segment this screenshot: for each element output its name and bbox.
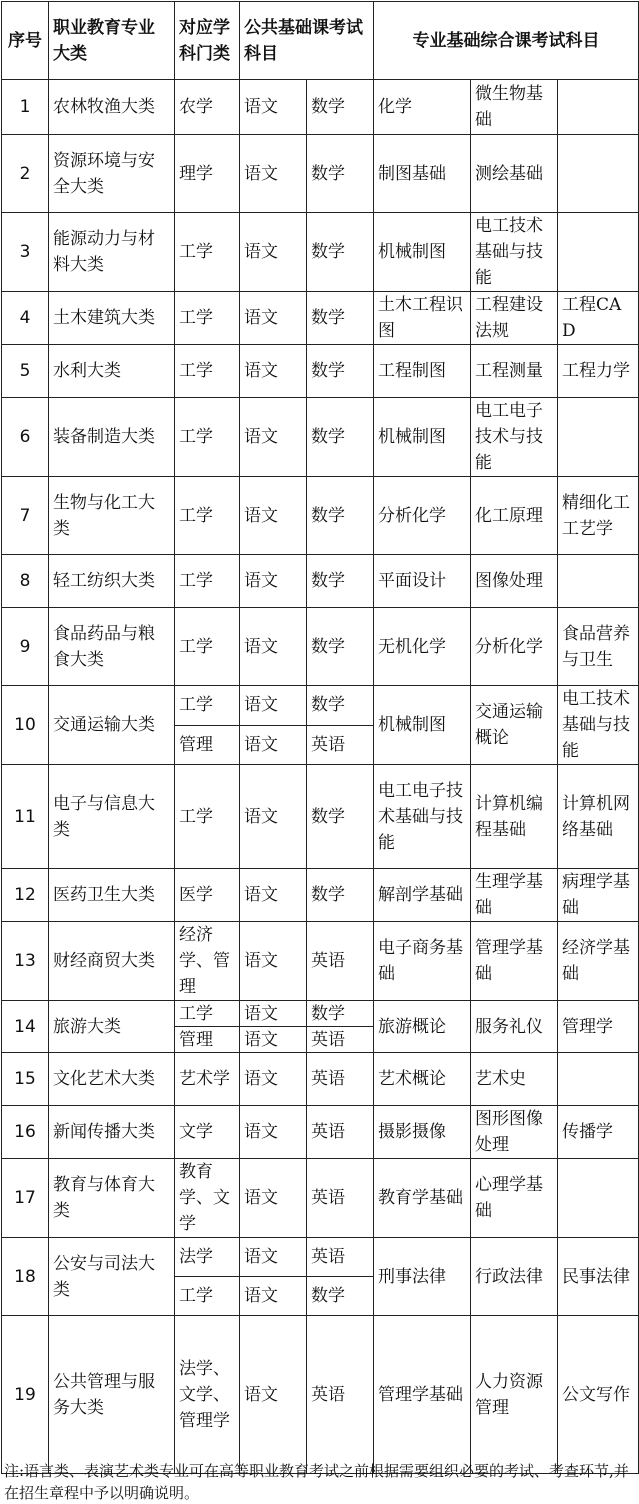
major-category: 文化艺术大类 [49, 1053, 175, 1106]
row-number: 5 [2, 345, 49, 398]
professional-subject-2: 图形图像处理 [471, 1106, 558, 1159]
public-subject-1: 语文 [240, 1159, 307, 1238]
discipline: 理学 [175, 135, 240, 213]
public-subject-2: 英语 [307, 1106, 374, 1159]
discipline: 经济学、管理 [175, 922, 240, 1001]
row-number: 10 [2, 686, 49, 765]
discipline: 工学 [175, 1001, 240, 1027]
major-category: 教育与体育大类 [49, 1159, 175, 1238]
professional-subject-2: 微生物基础 [471, 80, 558, 135]
professional-subject-2: 人力资源管理 [471, 1316, 558, 1474]
professional-subject-1: 平面设计 [374, 555, 471, 608]
professional-subject-3: 电工技术基础与技能 [558, 686, 639, 765]
professional-subject-3 [558, 80, 639, 135]
major-category: 公安与司法大类 [49, 1238, 175, 1316]
professional-subject-2: 心理学基础 [471, 1159, 558, 1238]
discipline: 农学 [175, 80, 240, 135]
professional-subject-3: 食品营养与卫生 [558, 608, 639, 686]
row-number: 13 [2, 922, 49, 1001]
public-subject-1: 语文 [240, 1277, 307, 1316]
row-number: 2 [2, 135, 49, 213]
public-subject-2: 英语 [307, 1027, 374, 1053]
major-category: 生物与化工大类 [49, 477, 175, 555]
header-major: 职业教育专业大类 [49, 2, 175, 80]
public-subject-2: 数学 [307, 1277, 374, 1316]
public-subject-1: 语文 [240, 922, 307, 1001]
footnote: 注:语言类、表演艺术类专业可在高等职业教育考试之前根据需要组织必要的考试、考查环节,并在招生章程中予以明确说明。 [4, 1462, 629, 1502]
professional-subject-1: 工程制图 [374, 345, 471, 398]
major-category: 公共管理与服务大类 [49, 1316, 175, 1474]
public-subject-1: 语文 [240, 1106, 307, 1159]
professional-subject-3 [558, 555, 639, 608]
public-subject-2: 英语 [307, 1238, 374, 1277]
header-discipline: 对应学科门类 [175, 2, 240, 80]
professional-subject-1: 机械制图 [374, 213, 471, 292]
professional-subject-3: 计算机网络基础 [558, 765, 639, 869]
major-category: 轻工纺织大类 [49, 555, 175, 608]
professional-subject-3: 经济学基础 [558, 922, 639, 1001]
row-number: 16 [2, 1106, 49, 1159]
public-subject-1: 语文 [240, 555, 307, 608]
professional-subject-2: 图像处理 [471, 555, 558, 608]
professional-subject-1: 摄影摄像 [374, 1106, 471, 1159]
row-number: 12 [2, 869, 49, 922]
professional-subject-1: 管理学基础 [374, 1316, 471, 1474]
public-subject-1: 语文 [240, 765, 307, 869]
professional-subject-1: 无机化学 [374, 608, 471, 686]
major-category: 食品药品与粮食大类 [49, 608, 175, 686]
public-subject-2: 数学 [307, 686, 374, 726]
discipline: 管理 [175, 725, 240, 765]
discipline: 工学 [175, 345, 240, 398]
public-subject-1: 语文 [240, 292, 307, 345]
professional-subject-1: 艺术概论 [374, 1053, 471, 1106]
professional-subject-2: 分析化学 [471, 608, 558, 686]
public-subject-2: 数学 [307, 869, 374, 922]
professional-subject-1: 电子商务基础 [374, 922, 471, 1001]
professional-subject-2: 行政法律 [471, 1238, 558, 1316]
professional-subject-2: 交通运输概论 [471, 686, 558, 765]
public-subject-2: 英语 [307, 922, 374, 1001]
public-subject-1: 语文 [240, 1001, 307, 1027]
major-category: 资源环境与安全大类 [49, 135, 175, 213]
professional-subject-3: 传播学 [558, 1106, 639, 1159]
major-category: 农林牧渔大类 [49, 80, 175, 135]
discipline: 法学、文学、管理学 [175, 1316, 240, 1474]
professional-subject-1: 刑事法律 [374, 1238, 471, 1316]
professional-subject-3: 精细化工工艺学 [558, 477, 639, 555]
public-subject-1: 语文 [240, 1053, 307, 1106]
discipline: 管理 [175, 1027, 240, 1053]
public-subject-2: 数学 [307, 213, 374, 292]
public-subject-1: 语文 [240, 608, 307, 686]
professional-subject-3 [558, 135, 639, 213]
discipline: 工学 [175, 1277, 240, 1316]
public-subject-1: 语文 [240, 869, 307, 922]
public-subject-2: 数学 [307, 477, 374, 555]
table-row [2, 1053, 639, 1106]
row-number: 4 [2, 292, 49, 345]
public-subject-2: 数学 [307, 135, 374, 213]
professional-subject-2: 化工原理 [471, 477, 558, 555]
header-no: 序号 [2, 2, 49, 80]
public-subject-1: 语文 [240, 725, 307, 765]
table-row [2, 765, 639, 869]
header-row [2, 2, 639, 80]
table-row [2, 345, 639, 398]
row-number: 7 [2, 477, 49, 555]
professional-subject-3: 公文写作 [558, 1316, 639, 1474]
discipline: 法学 [175, 1238, 240, 1277]
professional-subject-2: 电工电子技术与技能 [471, 398, 558, 477]
major-category: 财经商贸大类 [49, 922, 175, 1001]
public-subject-2: 数学 [307, 345, 374, 398]
row-number: 8 [2, 555, 49, 608]
row-number: 15 [2, 1053, 49, 1106]
major-category: 新闻传播大类 [49, 1106, 175, 1159]
table-row [2, 869, 639, 922]
professional-subject-2: 服务礼仪 [471, 1001, 558, 1053]
table-row [2, 135, 639, 213]
professional-subject-1: 旅游概论 [374, 1001, 471, 1053]
professional-subject-1: 分析化学 [374, 477, 471, 555]
exam-subjects-table [1, 1, 639, 1474]
row-number: 9 [2, 608, 49, 686]
discipline: 工学 [175, 765, 240, 869]
public-subject-2: 数学 [307, 398, 374, 477]
table-row [2, 292, 639, 345]
public-subject-1: 语文 [240, 1027, 307, 1053]
public-subject-2: 数学 [307, 765, 374, 869]
professional-subject-3 [558, 398, 639, 477]
professional-subject-3: 工程CAD [558, 292, 639, 345]
major-category: 水利大类 [49, 345, 175, 398]
public-subject-1: 语文 [240, 213, 307, 292]
table-row [2, 922, 639, 1001]
professional-subject-3: 病理学基础 [558, 869, 639, 922]
professional-subject-3 [558, 1053, 639, 1106]
professional-subject-1: 土木工程识图 [374, 292, 471, 345]
discipline: 工学 [175, 213, 240, 292]
table-row [2, 1238, 639, 1277]
discipline: 艺术学 [175, 1053, 240, 1106]
professional-subject-1: 解剖学基础 [374, 869, 471, 922]
row-number: 6 [2, 398, 49, 477]
public-subject-2: 英语 [307, 1053, 374, 1106]
discipline: 工学 [175, 608, 240, 686]
public-subject-2: 数学 [307, 1001, 374, 1027]
discipline: 工学 [175, 477, 240, 555]
professional-subject-1: 机械制图 [374, 686, 471, 765]
professional-subject-1: 制图基础 [374, 135, 471, 213]
table-row [2, 398, 639, 477]
professional-subject-1: 教育学基础 [374, 1159, 471, 1238]
table-row [2, 555, 639, 608]
row-number: 1 [2, 80, 49, 135]
professional-subject-2: 生理学基础 [471, 869, 558, 922]
professional-subject-2: 计算机编程基础 [471, 765, 558, 869]
discipline: 医学 [175, 869, 240, 922]
public-subject-1: 语文 [240, 398, 307, 477]
row-number: 19 [2, 1316, 49, 1474]
major-category: 土木建筑大类 [49, 292, 175, 345]
public-subject-1: 语文 [240, 1238, 307, 1277]
professional-subject-1: 电工电子技术基础与技能 [374, 765, 471, 869]
table-row [2, 1316, 639, 1474]
public-subject-2: 英语 [307, 1316, 374, 1474]
row-number: 11 [2, 765, 49, 869]
table-row [2, 477, 639, 555]
discipline: 工学 [175, 292, 240, 345]
public-subject-1: 语文 [240, 1316, 307, 1474]
professional-subject-3: 工程力学 [558, 345, 639, 398]
professional-subject-3: 民事法律 [558, 1238, 639, 1316]
public-subject-1: 语文 [240, 345, 307, 398]
professional-subject-2: 测绘基础 [471, 135, 558, 213]
discipline: 教育学、文学 [175, 1159, 240, 1238]
table-row [2, 213, 639, 292]
professional-subject-1: 机械制图 [374, 398, 471, 477]
public-subject-2: 英语 [307, 1159, 374, 1238]
professional-subject-2: 工程建设法规 [471, 292, 558, 345]
major-category: 电子与信息大类 [49, 765, 175, 869]
public-subject-2: 数学 [307, 608, 374, 686]
professional-subject-3 [558, 213, 639, 292]
table-row [2, 1159, 639, 1238]
table-body [2, 80, 639, 1474]
public-subject-1: 语文 [240, 80, 307, 135]
public-subject-2: 数学 [307, 292, 374, 345]
public-subject-1: 语文 [240, 477, 307, 555]
professional-subject-3 [558, 1159, 639, 1238]
header-professional-subjects: 专业基础综合课考试科目 [374, 2, 639, 80]
professional-subject-2: 管理学基础 [471, 922, 558, 1001]
table-row [2, 80, 639, 135]
major-category: 装备制造大类 [49, 398, 175, 477]
professional-subject-3: 管理学 [558, 1001, 639, 1053]
table-row [2, 608, 639, 686]
major-category: 旅游大类 [49, 1001, 175, 1053]
discipline: 工学 [175, 686, 240, 726]
discipline: 工学 [175, 398, 240, 477]
public-subject-1: 语文 [240, 135, 307, 213]
table-row [2, 1106, 639, 1159]
professional-subject-1: 化学 [374, 80, 471, 135]
discipline: 工学 [175, 555, 240, 608]
major-category: 交通运输大类 [49, 686, 175, 765]
professional-subject-2: 电工技术基础与技能 [471, 213, 558, 292]
discipline: 文学 [175, 1106, 240, 1159]
row-number: 3 [2, 213, 49, 292]
public-subject-2: 英语 [307, 725, 374, 765]
table-row [2, 1001, 639, 1027]
professional-subject-2: 艺术史 [471, 1053, 558, 1106]
public-subject-2: 数学 [307, 555, 374, 608]
table-row [2, 686, 639, 726]
public-subject-1: 语文 [240, 686, 307, 726]
professional-subject-2: 工程测量 [471, 345, 558, 398]
major-category: 能源动力与材料大类 [49, 213, 175, 292]
row-number: 18 [2, 1238, 49, 1316]
row-number: 14 [2, 1001, 49, 1053]
row-number: 17 [2, 1159, 49, 1238]
header-public-subjects: 公共基础课考试科目 [240, 2, 374, 80]
major-category: 医药卫生大类 [49, 869, 175, 922]
public-subject-2: 数学 [307, 80, 374, 135]
